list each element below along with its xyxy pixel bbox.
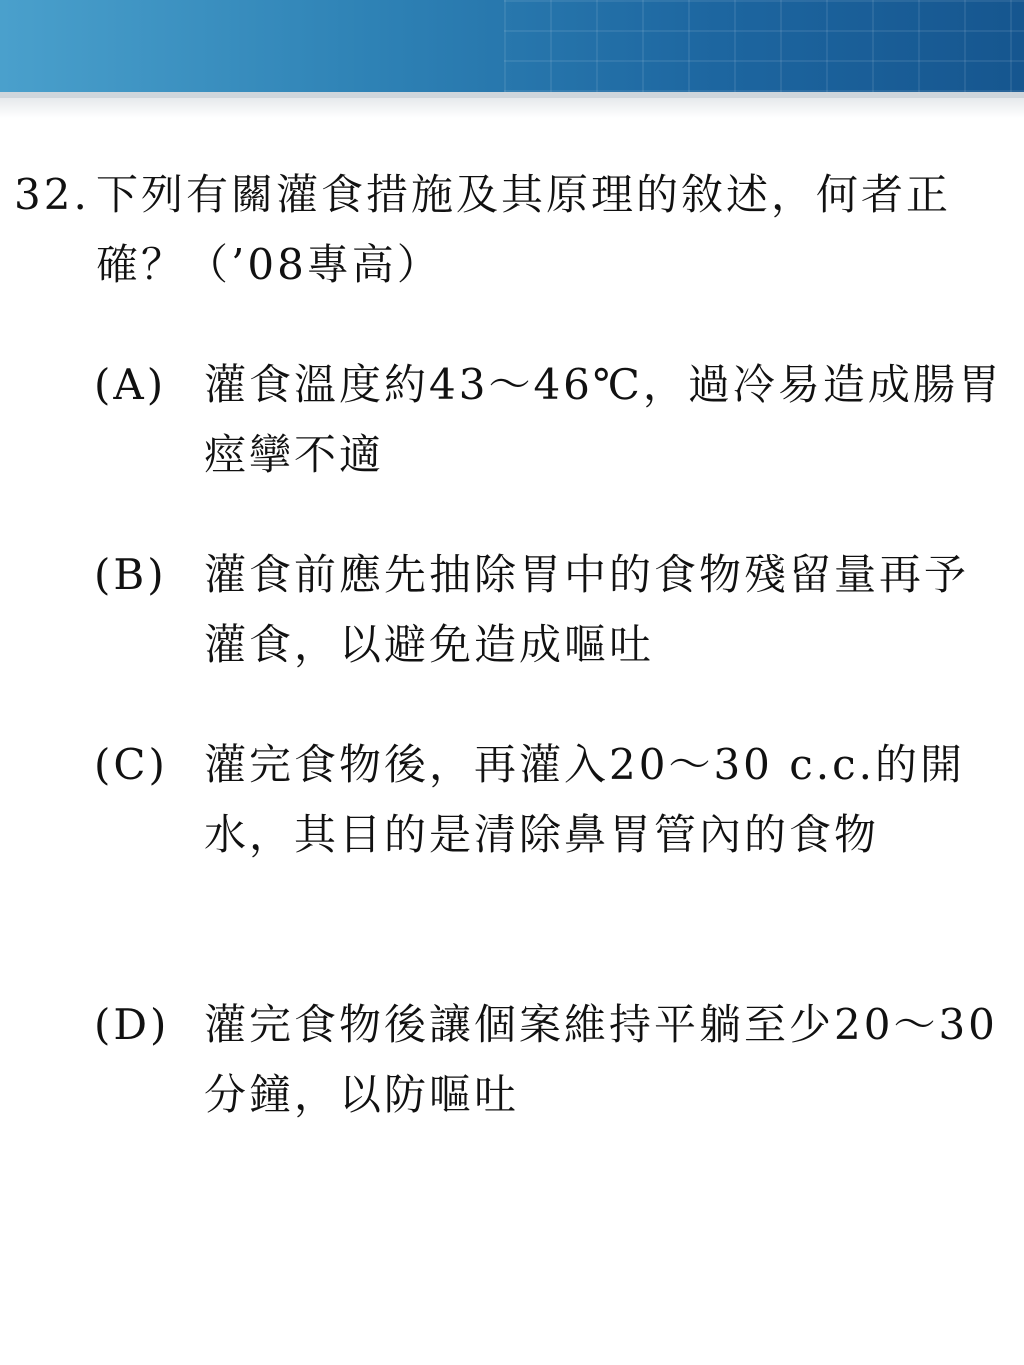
question-text: 下列有關灌食措施及其原理的敘述，何者正確？（’08專高） (96, 170, 952, 289)
option-d-label: (D) (94, 1000, 170, 1049)
option-a[interactable] (94, 350, 1004, 490)
header-tile-pattern (504, 0, 1024, 92)
option-d[interactable] (94, 990, 1004, 1130)
option-d-text: 灌完食物後讓個案維持平躺至少20～30分鐘，以防嘔吐 (204, 1000, 998, 1119)
header-banner (0, 0, 1024, 92)
option-b[interactable] (94, 540, 1004, 680)
question-stem (14, 160, 1004, 300)
option-b-text: 灌食前應先抽除胃中的食物殘留量再予灌食，以避免造成嘔吐 (204, 550, 970, 669)
option-b-label: (B) (94, 550, 167, 599)
question-number: 32. (14, 170, 90, 219)
header-shadow (0, 98, 1024, 118)
option-a-label: (A) (94, 360, 167, 409)
option-c-label: (C) (94, 740, 168, 789)
option-a-text: 灌食溫度約43～46℃，過冷易造成腸胃痙攣不適 (204, 360, 1003, 479)
option-c-text: 灌完食物後，再灌入20～30 c.c.的開水，其目的是清除鼻胃管內的食物 (204, 740, 965, 859)
option-c[interactable] (94, 730, 1004, 870)
